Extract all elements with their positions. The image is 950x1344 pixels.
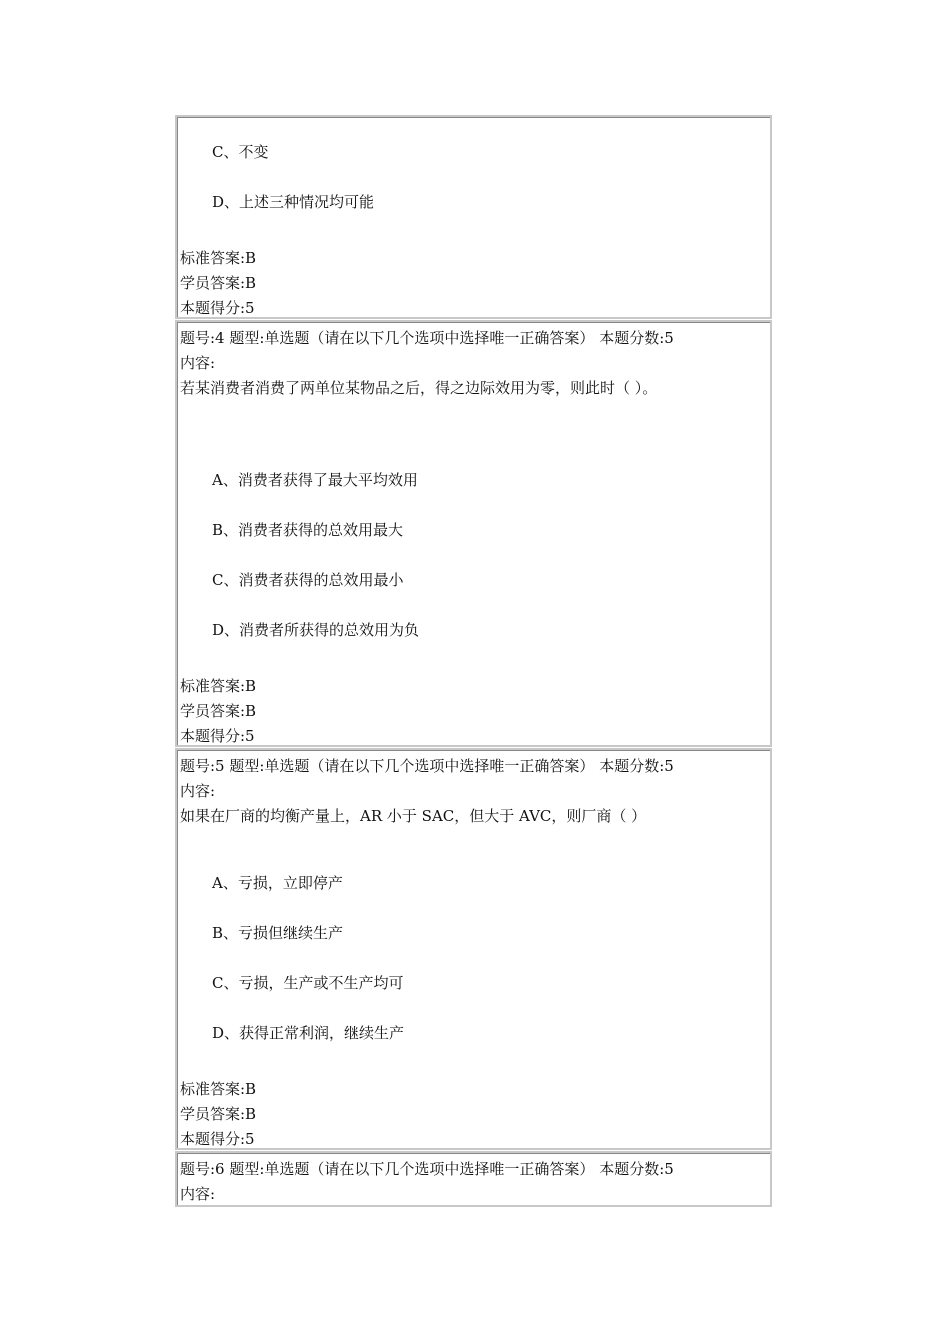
- student-answer: 学员答案:B: [180, 1105, 257, 1123]
- question-score: 本题得分:5: [180, 1130, 255, 1148]
- question-score: 本题得分:5: [180, 299, 255, 317]
- question-block-3: [175, 115, 772, 319]
- student-answer: 学员答案:B: [180, 702, 257, 720]
- standard-answer: 标准答案:B: [180, 677, 257, 695]
- question-text: 如果在厂商的均衡产量上，AR 小于 SAC，但大于 AVC，则厂商（ ）: [180, 807, 647, 825]
- question-block-4: [175, 320, 772, 747]
- option-b: B、亏损但继续生产: [212, 924, 344, 942]
- question-score: 本题得分:5: [180, 727, 255, 745]
- option-d: D、消费者所获得的总效用为负: [212, 621, 420, 639]
- option-b: B、消费者获得的总效用最大: [212, 521, 404, 539]
- question-header: 题号:4 题型:单选题（请在以下几个选项中选择唯一正确答案） 本题分数:5: [180, 329, 674, 347]
- standard-answer: 标准答案:B: [180, 249, 257, 267]
- student-answer: 学员答案:B: [180, 274, 257, 292]
- option-c: C、消费者获得的总效用最小: [212, 571, 404, 589]
- question-block-5: [175, 748, 772, 1150]
- content-label: 内容:: [180, 782, 216, 800]
- question-header: 题号:6 题型:单选题（请在以下几个选项中选择唯一正确答案） 本题分数:5: [180, 1160, 674, 1178]
- option-a: A、消费者获得了最大平均效用: [212, 471, 418, 489]
- option-c: C、亏损，生产或不生产均可: [212, 974, 404, 992]
- standard-answer: 标准答案:B: [180, 1080, 257, 1098]
- content-label: 内容:: [180, 1185, 216, 1203]
- question-block-6: [175, 1151, 772, 1207]
- option-a: A、亏损，立即停产: [212, 874, 343, 892]
- question-header: 题号:5 题型:单选题（请在以下几个选项中选择唯一正确答案） 本题分数:5: [180, 757, 674, 775]
- question-text: 若某消费者消费了两单位某物品之后，得之边际效用为零，则此时（ ）。: [180, 379, 658, 397]
- option-c: C、不变: [212, 143, 269, 161]
- option-d: D、获得正常利润，继续生产: [212, 1024, 405, 1042]
- option-d: D、上述三种情况均可能: [212, 193, 375, 211]
- content-label: 内容:: [180, 354, 216, 372]
